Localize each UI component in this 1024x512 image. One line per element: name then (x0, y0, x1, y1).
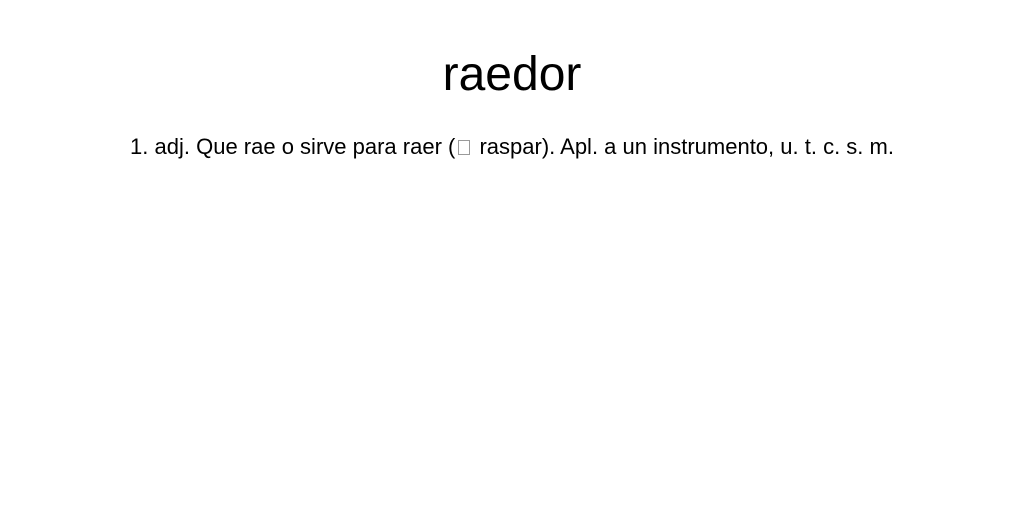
definition-text-after: raspar). Apl. a un instrumento, u. t. c. s. m. (473, 134, 894, 159)
definition-text-before: Que rae o sirve para raer ( (196, 134, 456, 159)
definition-number: 1. (130, 134, 149, 159)
grammatical-category: adj. (154, 134, 190, 159)
headword-title: raedor (442, 48, 582, 101)
missing-glyph-icon (458, 140, 470, 155)
definition-1 (82, 128, 942, 166)
